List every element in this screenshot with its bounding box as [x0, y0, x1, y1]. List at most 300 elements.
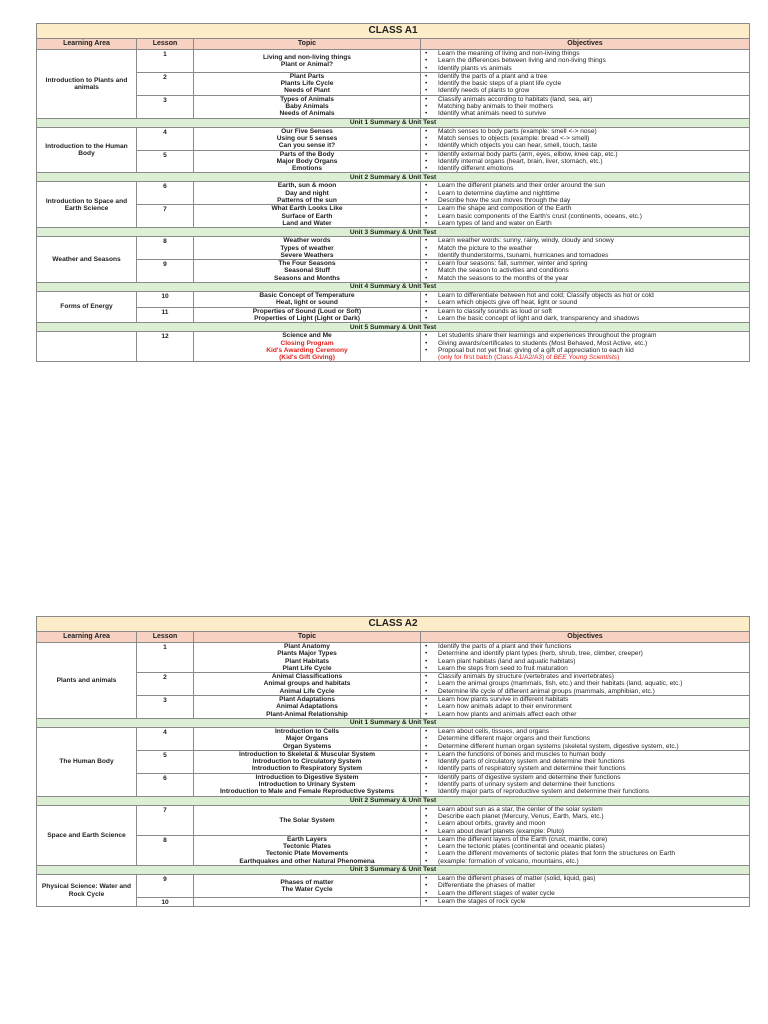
class-a1-table	[36, 23, 750, 362]
objective-text: Differentiate the phases of matter	[438, 882, 536, 890]
lesson-number: 6	[137, 773, 194, 796]
lesson-row	[37, 127, 750, 150]
objective-text: Classify animals by structure (vertebrates and invertebrates)	[438, 673, 614, 681]
objective-item	[425, 292, 746, 299]
objective-item	[425, 237, 746, 244]
objectives-cell	[421, 332, 750, 362]
lesson-row	[37, 727, 750, 750]
bullet-icon: •	[425, 650, 428, 658]
objective-text: Learn basic components of the Earth's crust (continents, oceans, etc.)	[438, 212, 642, 220]
objective-item	[425, 65, 746, 72]
objectives-cell	[421, 727, 750, 750]
objective-item	[425, 142, 746, 149]
objective-text: Learn the different stages of water cycle	[438, 889, 555, 897]
bullet-icon: •	[425, 788, 428, 796]
objectives-cell	[421, 150, 750, 173]
topic-line: Major Body Organs	[276, 157, 338, 165]
bullet-icon: •	[425, 673, 428, 681]
objective-item	[425, 220, 746, 227]
topic-cell	[194, 805, 421, 835]
topic-line: Weather words	[283, 237, 331, 245]
bullet-icon: •	[425, 781, 428, 789]
lesson-row	[37, 237, 750, 260]
objective-text: Learn to classify sounds as loud or soft	[438, 307, 552, 315]
topic-cell	[194, 750, 421, 773]
unit-summary: Unit 4 Summary & Unit Test	[37, 283, 750, 292]
objective-text: Learn the different planets and their order around the sun	[438, 182, 606, 190]
objective-item	[425, 73, 746, 80]
lesson-number: 5	[137, 750, 194, 773]
lesson-row	[37, 750, 750, 773]
topic-line: The Water Cycle	[281, 885, 333, 893]
lesson-number: 10	[137, 292, 194, 308]
objective-item	[425, 190, 746, 197]
objective-text: Determine different major organs and their functions	[438, 735, 590, 743]
lesson-row	[37, 72, 750, 95]
objective-text: Determine life cycle of different animal groups (mammals, amphibian, etc.)	[438, 687, 655, 695]
objective-item	[425, 50, 746, 57]
bullet-icon: •	[425, 827, 428, 835]
topic-line: Types of weather	[280, 244, 334, 252]
bullet-icon: •	[425, 758, 428, 766]
objective-text: Learn the animal groups (mammals, fish, etc.) and their habitats (land, aquatic, etc.)	[438, 680, 683, 688]
objective-note	[425, 354, 746, 361]
topic-line: Animal Life Cycle	[279, 687, 335, 695]
objective-item	[425, 158, 746, 165]
objective-text: Identify which objects you can hear, smell, touch, taste	[438, 142, 598, 150]
topic-line: Properties of Sound (Loud or Soft)	[252, 307, 362, 315]
unit-summary-row	[37, 173, 750, 182]
objectives-cell	[421, 805, 750, 835]
bullet-icon: •	[425, 103, 428, 111]
topic-line: Introduction to Digestive System	[255, 773, 359, 781]
objectives-cell	[421, 673, 750, 696]
column-header: Topic	[194, 39, 421, 50]
bullet-icon: •	[425, 299, 428, 307]
objective-item	[425, 673, 746, 680]
lesson-row	[37, 150, 750, 173]
topic-cell	[194, 875, 421, 898]
topic-line: Using our 5 senses	[276, 134, 338, 142]
objective-text: Learn the different movements of tectonic plates that form the structures on Earth	[438, 850, 676, 858]
topic-line: Can you sense it?	[278, 142, 336, 150]
objective-text: Learn the tectonic plates (continental and oceanic plates)	[438, 843, 605, 851]
lesson-number: 1	[137, 50, 194, 73]
objectives-cell	[421, 260, 750, 283]
objective-text: Identify what animals need to survive	[438, 110, 547, 118]
objective-text: Proposal but not yet final: giving of a gift of appreciation to each kid	[438, 346, 634, 354]
bullet-icon: •	[425, 307, 428, 315]
lesson-row	[37, 835, 750, 865]
lesson-row	[37, 332, 750, 362]
bullet-icon: •	[425, 835, 428, 843]
topic-line: What Earth Looks Like	[271, 205, 343, 213]
bullet-icon: •	[425, 339, 428, 347]
topic-line: Major Organs	[285, 735, 329, 743]
objectives-cell	[421, 72, 750, 95]
objective-text: Identify the basic steps of a plant life cycle	[438, 80, 562, 88]
objective-text: Classify animals according to habitats (land, sea, air)	[438, 95, 593, 103]
lesson-number: 8	[137, 237, 194, 260]
objective-item	[425, 875, 746, 882]
learning-area-cell: Plants and animals	[37, 643, 137, 719]
topic-line: Introduction to Cells	[274, 727, 340, 735]
bullet-icon: •	[425, 805, 428, 813]
objective-text: Learn which objects give off heat, light or sound	[438, 299, 578, 307]
objective-item	[425, 898, 746, 905]
lesson-number: 3	[137, 95, 194, 118]
topic-line: Day and night	[285, 189, 329, 197]
objective-text: Learn the different phases of matter (solid, liquid, gas)	[438, 875, 596, 883]
lesson-row	[37, 696, 750, 719]
bullet-icon: •	[425, 260, 428, 268]
bullet-icon: •	[425, 643, 428, 650]
lesson-row	[37, 292, 750, 308]
objective-item	[425, 128, 746, 135]
topic-line: Tectonic Plates	[283, 843, 331, 851]
objective-item	[425, 680, 746, 687]
objectives-cell	[421, 875, 750, 898]
title-row	[37, 617, 750, 632]
lesson-number: 8	[137, 835, 194, 865]
objectives-cell	[421, 50, 750, 73]
objective-item	[425, 57, 746, 64]
lesson-row	[37, 897, 750, 906]
bullet-icon: •	[425, 882, 428, 890]
objective-text: Learn the basic concept of light and dark, transparency and shadows	[438, 314, 640, 322]
objective-text: Match the picture to the weather	[438, 244, 533, 252]
column-header: Objectives	[421, 39, 750, 50]
objectives-cell	[421, 205, 750, 228]
topic-line: Heat, light or sound	[276, 299, 338, 307]
objective-item	[425, 87, 746, 94]
column-header: Lesson	[137, 632, 194, 643]
topic-line: Patterns of the sun	[277, 197, 337, 205]
topic-cell	[194, 95, 421, 118]
bullet-icon: •	[425, 727, 428, 735]
topic-line: Introduction to Circulatory System	[252, 758, 362, 766]
bullet-icon: •	[425, 165, 428, 173]
bullet-icon: •	[425, 657, 428, 665]
objective-item	[425, 110, 746, 117]
objective-item	[425, 711, 746, 718]
table-title: CLASS A2	[37, 617, 750, 632]
objective-item	[425, 665, 746, 672]
unit-summary-row	[37, 866, 750, 875]
topic-line: Plants Life Cycle	[280, 80, 334, 88]
objective-item	[425, 103, 746, 110]
objective-item	[425, 806, 746, 813]
unit-summary: Unit 2 Summary & Unit Test	[37, 173, 750, 182]
bullet-icon: •	[425, 267, 428, 275]
lesson-number: 3	[137, 696, 194, 719]
bullet-icon: •	[425, 773, 428, 781]
objective-text: Identify plants vs animals	[438, 64, 512, 72]
topic-line: Severe Weathers	[280, 251, 334, 259]
bullet-icon: •	[425, 57, 428, 65]
lesson-number: 6	[137, 182, 194, 205]
objective-text: Learn about orbits, gravity and moon	[438, 820, 546, 828]
objective-item	[425, 96, 746, 103]
objective-text: Learn the shape and composition of the Earth	[438, 205, 572, 213]
bullet-icon: •	[425, 696, 428, 704]
objective-item	[425, 245, 746, 252]
bullet-icon: •	[425, 197, 428, 205]
lesson-number: 7	[137, 805, 194, 835]
lesson-row	[37, 260, 750, 283]
objective-item	[425, 882, 746, 889]
bullet-icon: •	[425, 237, 428, 245]
topic-line: Properties of Light (Light or Dark)	[254, 314, 360, 322]
objective-text: Describe each planet (Mercury, Venus, Earth, Mars, etc.)	[438, 812, 604, 820]
lesson-row	[37, 773, 750, 796]
bullet-icon: •	[425, 680, 428, 688]
lesson-number: 2	[137, 72, 194, 95]
topic-cell	[194, 182, 421, 205]
bullet-icon: •	[425, 750, 428, 758]
topic-line: The Four Seasons	[278, 260, 336, 268]
bullet-icon: •	[425, 95, 428, 103]
objective-item	[425, 252, 746, 259]
learning-area-cell: Introduction to Space and Earth Science	[37, 182, 137, 228]
unit-summary-row	[37, 323, 750, 332]
lesson-row	[37, 95, 750, 118]
bullet-icon: •	[425, 710, 428, 718]
bullet-icon: •	[425, 157, 428, 165]
header-row	[37, 39, 750, 50]
objectives-cell	[421, 95, 750, 118]
unit-summary-row	[37, 718, 750, 727]
learning-area-cell: The Human Body	[37, 727, 137, 796]
topic-line: Animal groups and habitats	[263, 680, 351, 688]
title-row	[37, 24, 750, 39]
objective-text: Identify parts of respiratory system and determine their functions	[438, 765, 626, 773]
topic-line: Surface of Earth	[281, 212, 333, 220]
bullet-icon: •	[425, 80, 428, 88]
header-row	[37, 632, 750, 643]
table-title: CLASS A1	[37, 24, 750, 39]
objectives-cell	[421, 182, 750, 205]
objective-text: Learn about cells, tissues, and organs	[438, 727, 550, 735]
topic-cell	[194, 72, 421, 95]
topic-line: Introduction to Urinary System	[258, 781, 356, 789]
objective-item	[425, 751, 746, 758]
bullet-icon: •	[425, 189, 428, 197]
objective-item	[425, 820, 746, 827]
unit-summary: Unit 5 Summary & Unit Test	[37, 323, 750, 332]
objective-item	[425, 788, 746, 795]
objective-text: Describe how the sun moves through the day	[438, 197, 571, 205]
objective-item	[425, 347, 746, 354]
bullet-icon: •	[425, 703, 428, 711]
topic-line: Parts of the Body	[279, 150, 335, 158]
objectives-cell	[421, 773, 750, 796]
objective-item	[425, 213, 746, 220]
class-a2-table	[36, 616, 750, 907]
topic-line: Plants Major Types	[277, 650, 337, 658]
topic-line: Animal Adaptations	[276, 703, 338, 711]
objective-text: Match the seasons to the months of the year	[438, 274, 569, 282]
topic-line: Seasons and Months	[274, 274, 340, 282]
objective-item	[425, 340, 746, 347]
topic-line: Plant Life Cycle	[282, 664, 332, 672]
objective-text: Identify parts of circulatory system and determine their functions	[438, 758, 625, 766]
topic-line: Needs of Animals	[279, 110, 335, 118]
objective-text: Learn to determine daytime and nighttime	[438, 189, 560, 197]
unit-summary: Unit 3 Summary & Unit Test	[37, 228, 750, 237]
bullet-icon: •	[425, 251, 428, 259]
bullet-icon: •	[425, 274, 428, 282]
bullet-icon: •	[425, 212, 428, 220]
unit-summary-row	[37, 118, 750, 127]
column-header: Learning Area	[37, 39, 137, 50]
objective-item	[425, 658, 746, 665]
topic-line: Living and non-living things	[263, 53, 351, 61]
lesson-row	[37, 875, 750, 898]
objective-item	[425, 735, 746, 742]
topic-line: Introduction to Respiratory System	[251, 765, 363, 773]
lesson-number: 9	[137, 875, 194, 898]
note-end: )	[617, 354, 620, 362]
objective-item	[425, 80, 746, 87]
topic-line: Plant Habitats	[285, 657, 329, 665]
unit-summary: Unit 2 Summary & Unit Test	[37, 796, 750, 805]
lesson-number: 7	[137, 205, 194, 228]
bullet-icon: •	[425, 843, 428, 851]
objective-item	[425, 299, 746, 306]
objective-item	[425, 743, 746, 750]
objective-item	[425, 315, 746, 322]
unit-summary: Unit 1 Summary & Unit Test	[37, 718, 750, 727]
lesson-row	[37, 307, 750, 323]
learning-area-cell: Space and Earth Science	[37, 805, 137, 865]
unit-summary: Unit 3 Summary & Unit Test	[37, 866, 750, 875]
bullet-icon: •	[425, 87, 428, 95]
bullet-icon: •	[425, 64, 428, 72]
topic-line: Emotions	[291, 165, 323, 173]
learning-area-cell	[37, 332, 137, 362]
objective-text: Match senses to body parts (example: smell <-> nose)	[438, 127, 597, 135]
objective-text: Identify external body parts (arm, eyes, elbow, knee cap, etc.)	[438, 150, 618, 158]
bullet-icon: •	[425, 142, 428, 150]
bullet-icon: •	[425, 812, 428, 820]
objective-item	[425, 643, 746, 650]
objective-item	[425, 696, 746, 703]
topic-line: Earth Layers	[287, 835, 327, 843]
objective-item	[425, 890, 746, 897]
topic-line: Plant Anatomy	[284, 643, 330, 650]
lesson-number: 11	[137, 307, 194, 323]
topic-line: Phases of matter	[280, 878, 334, 886]
topic-cell	[194, 127, 421, 150]
lesson-number: 1	[137, 643, 194, 673]
objectives-cell	[421, 696, 750, 719]
topic-line: Plant Adaptations	[279, 696, 335, 704]
objective-text: Learn the stages of rock cycle	[438, 897, 526, 905]
objective-text: Learn the meaning of living and non-living things	[438, 50, 580, 57]
lesson-row	[37, 643, 750, 673]
objective-item	[425, 758, 746, 765]
lesson-number: 12	[137, 332, 194, 362]
objective-text: Matching baby animals to their mothers	[438, 103, 554, 111]
lesson-number: 10	[137, 897, 194, 906]
objective-text: Learn the steps from seed to fruit maturation	[438, 664, 568, 672]
topic-line: Plant Parts	[289, 72, 325, 80]
column-header: Learning Area	[37, 632, 137, 643]
bullet-icon: •	[425, 346, 428, 354]
objective-item	[425, 205, 746, 212]
objective-item	[425, 850, 746, 857]
topic-line: Our Five Senses	[281, 127, 333, 135]
topic-cell	[194, 673, 421, 696]
topic-line: Basic Concept of Temperature	[259, 292, 355, 300]
learning-area-cell: Introduction to the Human Body	[37, 127, 137, 173]
topic-line: Baby Animals	[285, 103, 329, 111]
lesson-number: 9	[137, 260, 194, 283]
topic-line: Organ Systems	[282, 742, 332, 750]
lesson-row	[37, 205, 750, 228]
bullet-icon: •	[425, 205, 428, 213]
bullet-icon: •	[425, 332, 428, 340]
objectives-cell	[421, 643, 750, 673]
topic-cell	[194, 50, 421, 73]
topic-line: Animal Classifications	[271, 673, 343, 681]
topic-cell	[194, 292, 421, 308]
bullet-icon: •	[425, 735, 428, 743]
objective-item	[425, 765, 746, 772]
bullet-icon: •	[425, 765, 428, 773]
bullet-icon: •	[425, 687, 428, 695]
objective-text: Identify parts of digestive system and determine their functions	[438, 773, 621, 781]
bullet-icon: •	[425, 127, 428, 135]
objective-text: Learn types of land and water on Earth	[438, 219, 552, 227]
bullet-icon: •	[425, 850, 428, 858]
bullet-icon: •	[425, 134, 428, 142]
bullet-icon: •	[425, 664, 428, 672]
learning-area-cell: Introduction to Plants and animals	[37, 50, 137, 119]
topic-cell	[194, 835, 421, 865]
topic-line: Needs of Plant	[284, 87, 330, 95]
bullet-icon: •	[425, 182, 428, 190]
bullet-icon: •	[425, 150, 428, 158]
objective-text: Identify parts of urinary system and determine their functions	[438, 781, 615, 789]
topic-line: Seasonal Stuff	[284, 267, 330, 275]
bullet-icon: •	[425, 875, 428, 883]
objective-item	[425, 135, 746, 142]
objective-item	[425, 260, 746, 267]
objective-item	[425, 728, 746, 735]
objective-text: Determine and identify plant types (herb, shrub, tree, climber, creeper)	[438, 650, 643, 658]
column-header: Objectives	[421, 632, 750, 643]
objective-item	[425, 703, 746, 710]
learning-area-cell: Weather and Seasons	[37, 237, 137, 283]
objective-text: Learn the differences between living and non-living things	[438, 57, 606, 65]
objective-text: Identify different emotions	[438, 165, 514, 173]
topic-line: Earth, sun & moon	[277, 182, 337, 190]
objective-text: Giving awards/certificates to students (Most Behaved, Most Active, etc.)	[438, 339, 648, 347]
objective-item	[425, 308, 746, 315]
topic-cell	[194, 643, 421, 673]
objective-text: Match the season to activities and conditions	[438, 267, 569, 275]
objectives-cell	[421, 127, 750, 150]
objective-text: Learn how plants and animals affect each other	[438, 710, 577, 718]
objective-item	[425, 813, 746, 820]
learning-area-cell: Forms of Energy	[37, 292, 137, 323]
objective-text: Identify the parts of a plant and their functions	[438, 643, 572, 650]
objectives-cell	[421, 307, 750, 323]
bullet-icon: •	[425, 314, 428, 322]
objectives-cell	[421, 835, 750, 865]
